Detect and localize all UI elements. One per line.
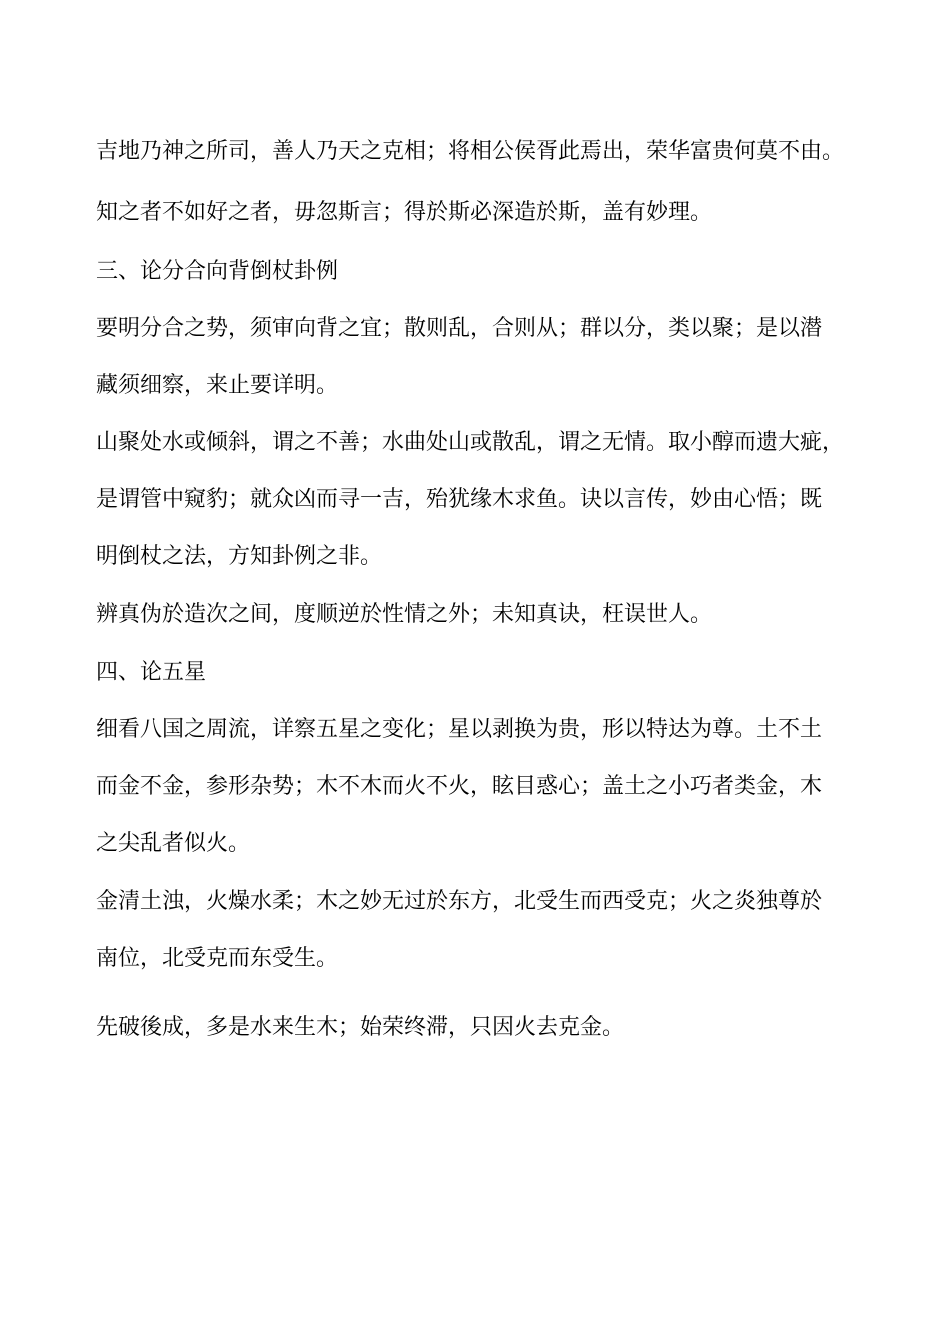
- text-line: 细看八国之周流，详察五星之变化；星以剥换为贵，形以特达为尊。土不土: [96, 717, 823, 742]
- section-heading: 四、论五星: [96, 660, 207, 685]
- text-line: 藏须细察，来止要详明。: [96, 373, 339, 398]
- text-line: 吉地乃神之所司，善人乃天之克相；将相公侯胥此焉出，荣华富贵何莫不由。: [96, 139, 845, 164]
- text-line: 要明分合之势，须审向背之宜；散则乱，合则从；群以分，类以聚；是以潜: [96, 316, 823, 341]
- text-line: 之尖乱者似火。: [96, 831, 251, 856]
- text-line: 南位，北受克而东受生。: [96, 946, 339, 971]
- text-line: 明倒杖之法，方知卦例之非。: [96, 544, 383, 569]
- section-heading: 三、论分合向背倒杖卦例: [96, 259, 339, 284]
- text-line: 而金不金，参形杂势；木不木而火不火，眩目惑心；盖土之小巧者类金，木: [96, 774, 823, 799]
- text-line: 知之者不如好之者，毋忽斯言；得於斯必深造於斯，盖有妙理。: [96, 200, 713, 225]
- text-line: 先破後成，多是水来生木；始荣终滞，只因火去克金。: [96, 1015, 625, 1040]
- text-line: 山聚处水或倾斜，谓之不善；水曲处山或散乱，谓之无情。取小醇而遗大疵，: [96, 430, 845, 455]
- text-line: 金清土浊，火燥水柔；木之妙无过於东方，北受生而西受克；火之炎独尊於: [96, 889, 823, 914]
- text-line: 是谓管中窥豹；就众凶而寻一吉，殆犹缘木求鱼。诀以言传，妙由心悟；既: [96, 487, 823, 512]
- text-line: 辨真伪於造次之间，度顺逆於性情之外；未知真诀，枉误世人。: [96, 602, 713, 627]
